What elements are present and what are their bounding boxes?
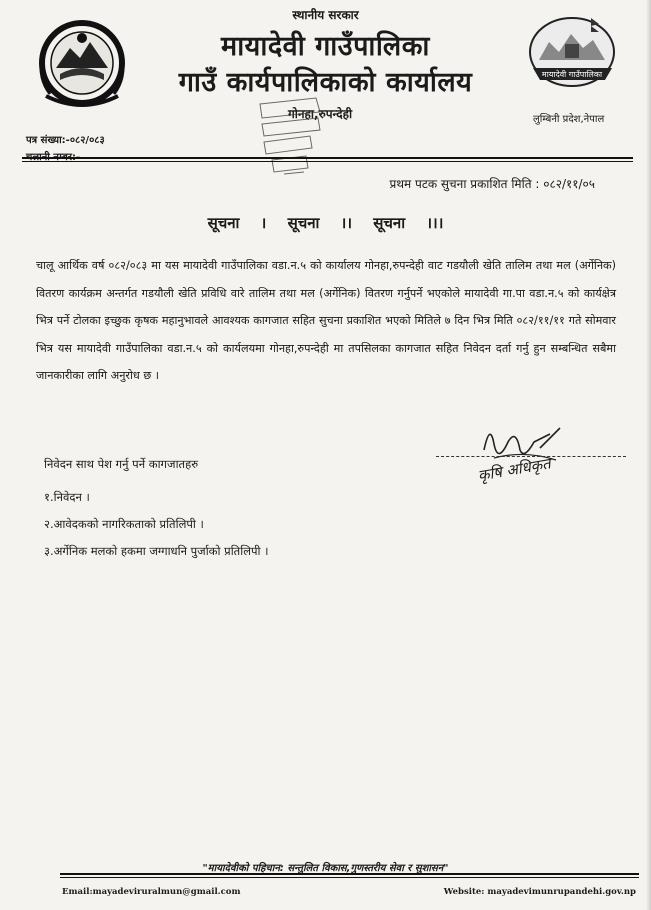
footer-divider-thin (60, 877, 639, 878)
notice-heading: सूचना । सूचना ।। सूचना ।।। (207, 214, 444, 232)
notice-body: चालू आर्थिक वर्ष ०८२/०८३ मा यस मायादेवी गाउँपालिका वडा.न.५ को कार्यालय गोनहा,रुपन्देही वाट गडयौली खेति तालिम तथा मल (अर्गेनिक) वितरण कार्यक्रम अन्तर्गत गडयौली खेति प्रविधि वारे तालिम तथा मल (अर्गेनिक) वितरण गर्नुपर्ने भएकोले मायादेवी गा.पा वडा.न.५ को कार्यक्षेत्र भित्र पर्ने टोलका इच्छुक कृषक महानुभावले आवश्यक कागजात सहित सुचना प्रकाशित भएको मितिले ७ दिन भित्र मिति ०८२/११/११ गते सोमवार भित्र यस मायादेवी गाउँपालिका वडा.न.५ को कार्यलयमा गोनहा,रुपन्देही मा तपसिलका कागजात सहित निवेदन दर्ता गर्नु हुन सम्बन्धित सबैमा जानकारीका लागि अनुरोध छ । (36, 259, 616, 382)
list-item: १.निवेदन । (44, 490, 90, 504)
dispatch-number: चलानी नम्बर:- (26, 152, 81, 163)
required-documents-list (44, 484, 269, 565)
office-name-line2: गाउँ कार्यपालिकाको कार्यालय (178, 67, 473, 98)
footer-motto: "मायादेवीको पहिचान: सन्तुलित विकास,गुणस्तरीय सेवा र सुशासन" (202, 863, 449, 874)
office-address: गोनहा,रुपन्देही (288, 107, 353, 121)
letter-reference-number: पत्र संख्या:-०८२/०८३ (26, 135, 105, 146)
footer-contact (62, 887, 636, 897)
footer-website: Website: mayadevimunrupandehi.gov.np (443, 887, 636, 897)
right-logo-text: मायादेवी गाउँपालिका (541, 70, 603, 79)
header-divider (22, 157, 633, 159)
footer-divider (60, 873, 639, 875)
government-tier: स्थानीय सरकार (292, 8, 359, 22)
footer-email: Email:mayadeviruralmun@gmail.com (62, 887, 241, 897)
office-stamp (254, 96, 330, 178)
office-name-line1: मायादेवी गाउँपालिका (221, 31, 430, 62)
page-edge-shadow (646, 0, 651, 910)
list-item: ३.अर्गेनिक मलको हकमा जग्गाधनि पुर्जाको प्रतिलिपी । (44, 544, 269, 558)
province-label: लुम्बिनी प्रदेश,नेपाल (533, 114, 605, 125)
list-item: २.आवेदकको नागरिकताको प्रतिलिपी । (44, 517, 204, 531)
publication-date: प्रथम पटक सुचना प्रकाशित मिति : ०८२/११/०५ (389, 177, 595, 191)
signatory-designation: कृषि अधिकृत (476, 454, 552, 485)
header-divider-thin (22, 161, 633, 162)
required-documents-heading: निवेदन साथ पेश गर्नु पर्ने कागजातहरु (44, 457, 199, 471)
